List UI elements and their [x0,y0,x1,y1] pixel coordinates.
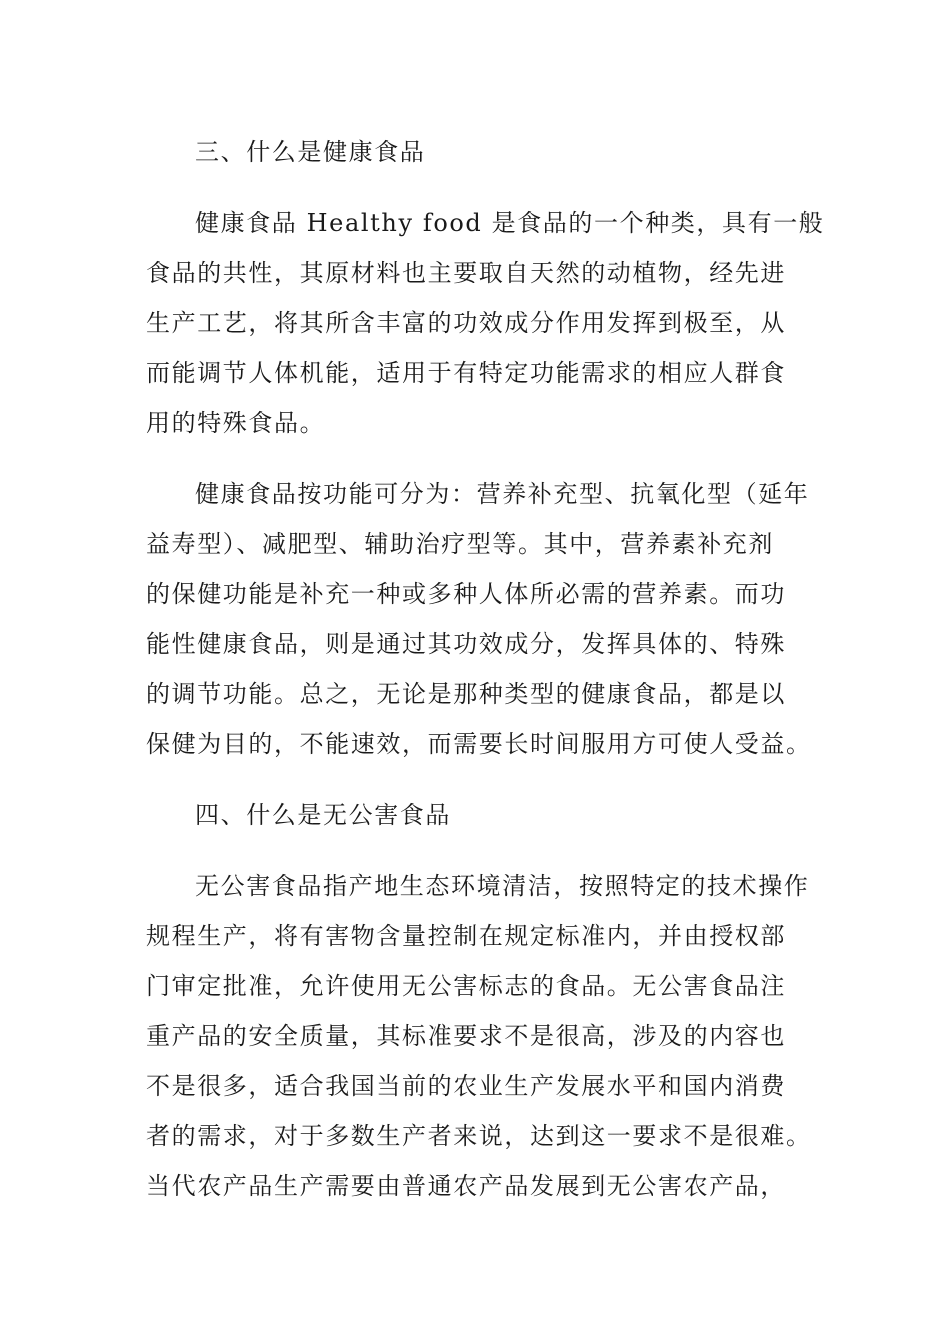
paragraph-line: 规程生产，将有害物含量控制在规定标准内，并由授权部 [146,922,786,950]
paragraph-line: 重产品的安全质量，其标准要求不是很高，涉及的内容也 [146,1022,786,1050]
paragraph-line: 而能调节人体机能，适用于有特定功能需求的相应人群食 [146,359,786,387]
paragraph-line: 者的需求，对于多数生产者来说，达到这一要求不是很难。 [146,1122,812,1150]
paragraph-line: 当代农产品生产需要由普通农产品发展到无公害农产品， [146,1172,786,1200]
paragraph-line: 门审定批准，允许使用无公害标志的食品。无公害食品注 [146,972,786,1000]
paragraph-line: 生产工艺，将其所含丰富的功效成分作用发挥到极至，从 [146,309,786,337]
paragraph-line: 益寿型）、减肥型、辅助治疗型等。其中，营养素补充剂 [146,530,774,558]
paragraph-line: 用的特殊食品。 [146,409,326,437]
paragraph-line: 无公害食品指产地生态环境清洁，按照特定的技术操作 [195,872,810,900]
paragraph-line: 食品的共性，其原材料也主要取自天然的动植物，经先进 [146,259,786,287]
paragraph-line: 保健为目的，不能速效，而需要长时间服用方可使人受益。 [146,730,812,758]
paragraph-line: 健康食品 Healthy food 是食品的一个种类，具有一般 [195,209,825,237]
paragraph-line: 能性健康食品，则是通过其功效成分，发挥具体的、特殊 [146,630,786,658]
section-heading-3: 三、什么是健康食品 [195,138,426,166]
paragraph-line: 的保健功能是补充一种或多种人体所必需的营养素。而功 [146,580,786,608]
paragraph-line: 不是很多，适合我国当前的农业生产发展水平和国内消费 [146,1072,786,1100]
paragraph-line: 健康食品按功能可分为：营养补充型、抗氧化型（延年 [195,480,810,508]
section-heading-4: 四、什么是无公害食品 [195,801,451,829]
paragraph-line: 的调节功能。总之，无论是那种类型的健康食品，都是以 [146,680,786,708]
